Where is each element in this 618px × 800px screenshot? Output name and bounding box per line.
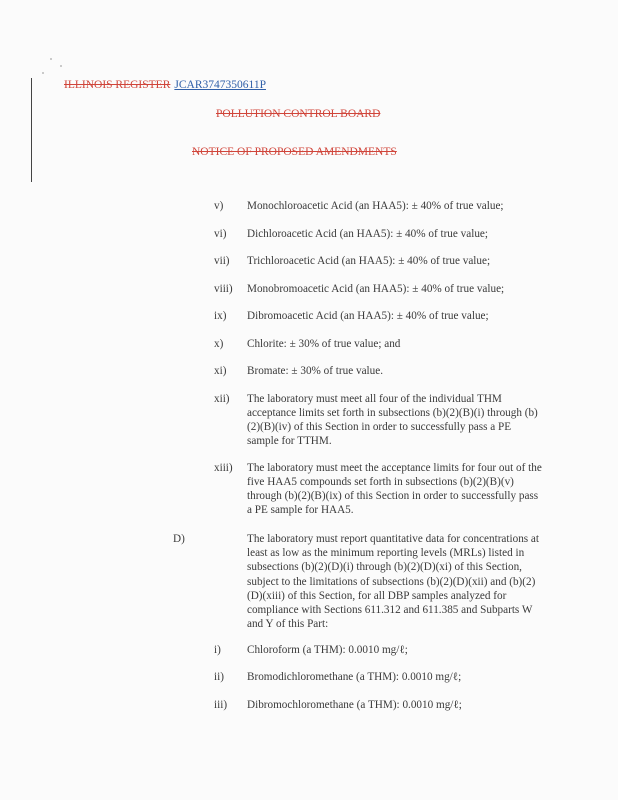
scan-speck	[60, 65, 62, 67]
item-number: xiii)	[214, 462, 233, 474]
item-text: Dibromochloromethane (a THM): 0.0010 mg/ℓ;	[247, 699, 462, 711]
item-text: Dichloroacetic Acid (an HAA5): ± 40% of true value;	[247, 228, 488, 240]
item-text: Chloroform (a THM): 0.0010 mg/ℓ;	[247, 644, 408, 656]
item-text: Monochloroacetic Acid (an HAA5): ± 40% of true value;	[247, 200, 504, 212]
item-number: ix)	[214, 310, 227, 322]
item-text: Bromodichloromethane (a THM): 0.0010 mg/ℓ;	[247, 671, 462, 683]
item-text: Trichloroacetic Acid (an HAA5): ± 40% of true value;	[247, 255, 491, 267]
item-text: Dibromoacetic Acid (an HAA5): ± 40% of true value;	[247, 310, 489, 322]
scan-speck	[42, 72, 44, 74]
item-number: xii)	[214, 393, 230, 405]
item-text: Monobromoacetic Acid (an HAA5): ± 40% of true value;	[247, 283, 505, 295]
item-number: vi)	[214, 228, 227, 240]
item-number: i)	[214, 644, 221, 656]
item-number: iii)	[214, 699, 228, 711]
item-number: D)	[173, 533, 185, 545]
item-number: xi)	[214, 365, 227, 377]
change-bar	[31, 78, 32, 182]
register-header	[64, 79, 266, 91]
item-text: The laboratory must report quantitative data for concentrations at least as low as the minimum reporting levels (MRLs) listed in subsections (b)(2)(D)(i) through (b)(2)(D)(xi) of this Section, subject to the limitations of subsections (b)(2)(D)(xii) and (b)(2)(D)(xiii) of this Section, for all DBP samples analyzed for compliance with Sections 611.312 and 611.385 and Subparts W and Y of this Part:	[247, 533, 540, 631]
scan-speck	[50, 58, 52, 60]
item-number: viii)	[214, 283, 233, 295]
item-text: Chlorite: ± 30% of true value; and	[247, 338, 401, 350]
register-struck-text: ILLINOIS REGISTER	[64, 79, 171, 91]
register-inserted-text: JCAR3747350611P	[174, 79, 266, 91]
item-text: The laboratory must meet the acceptance limits for four out of the five HAA5 compounds set forth in subsections (b)(2)(B)(v) through (b)(2)(B)(ix) of this Section in order to successfully pass a PE sample for HAA5.	[247, 462, 542, 516]
notice-title: NOTICE OF PROPOSED AMENDMENTS	[192, 146, 397, 158]
item-number: vii)	[214, 255, 230, 267]
board-title: POLLUTION CONTROL BOARD	[216, 108, 381, 120]
item-number: x)	[214, 338, 224, 350]
item-number: v)	[214, 200, 224, 212]
item-text: The laboratory must meet all four of the individual THM acceptance limits set forth in subsections (b)(2)(B)(i) through (b)(2)(B)(iv) of this Section in order to successfully pass a PE sample for TTHM.	[247, 393, 538, 447]
item-number: ii)	[214, 671, 224, 683]
item-text: Bromate: ± 30% of true value.	[247, 365, 383, 377]
